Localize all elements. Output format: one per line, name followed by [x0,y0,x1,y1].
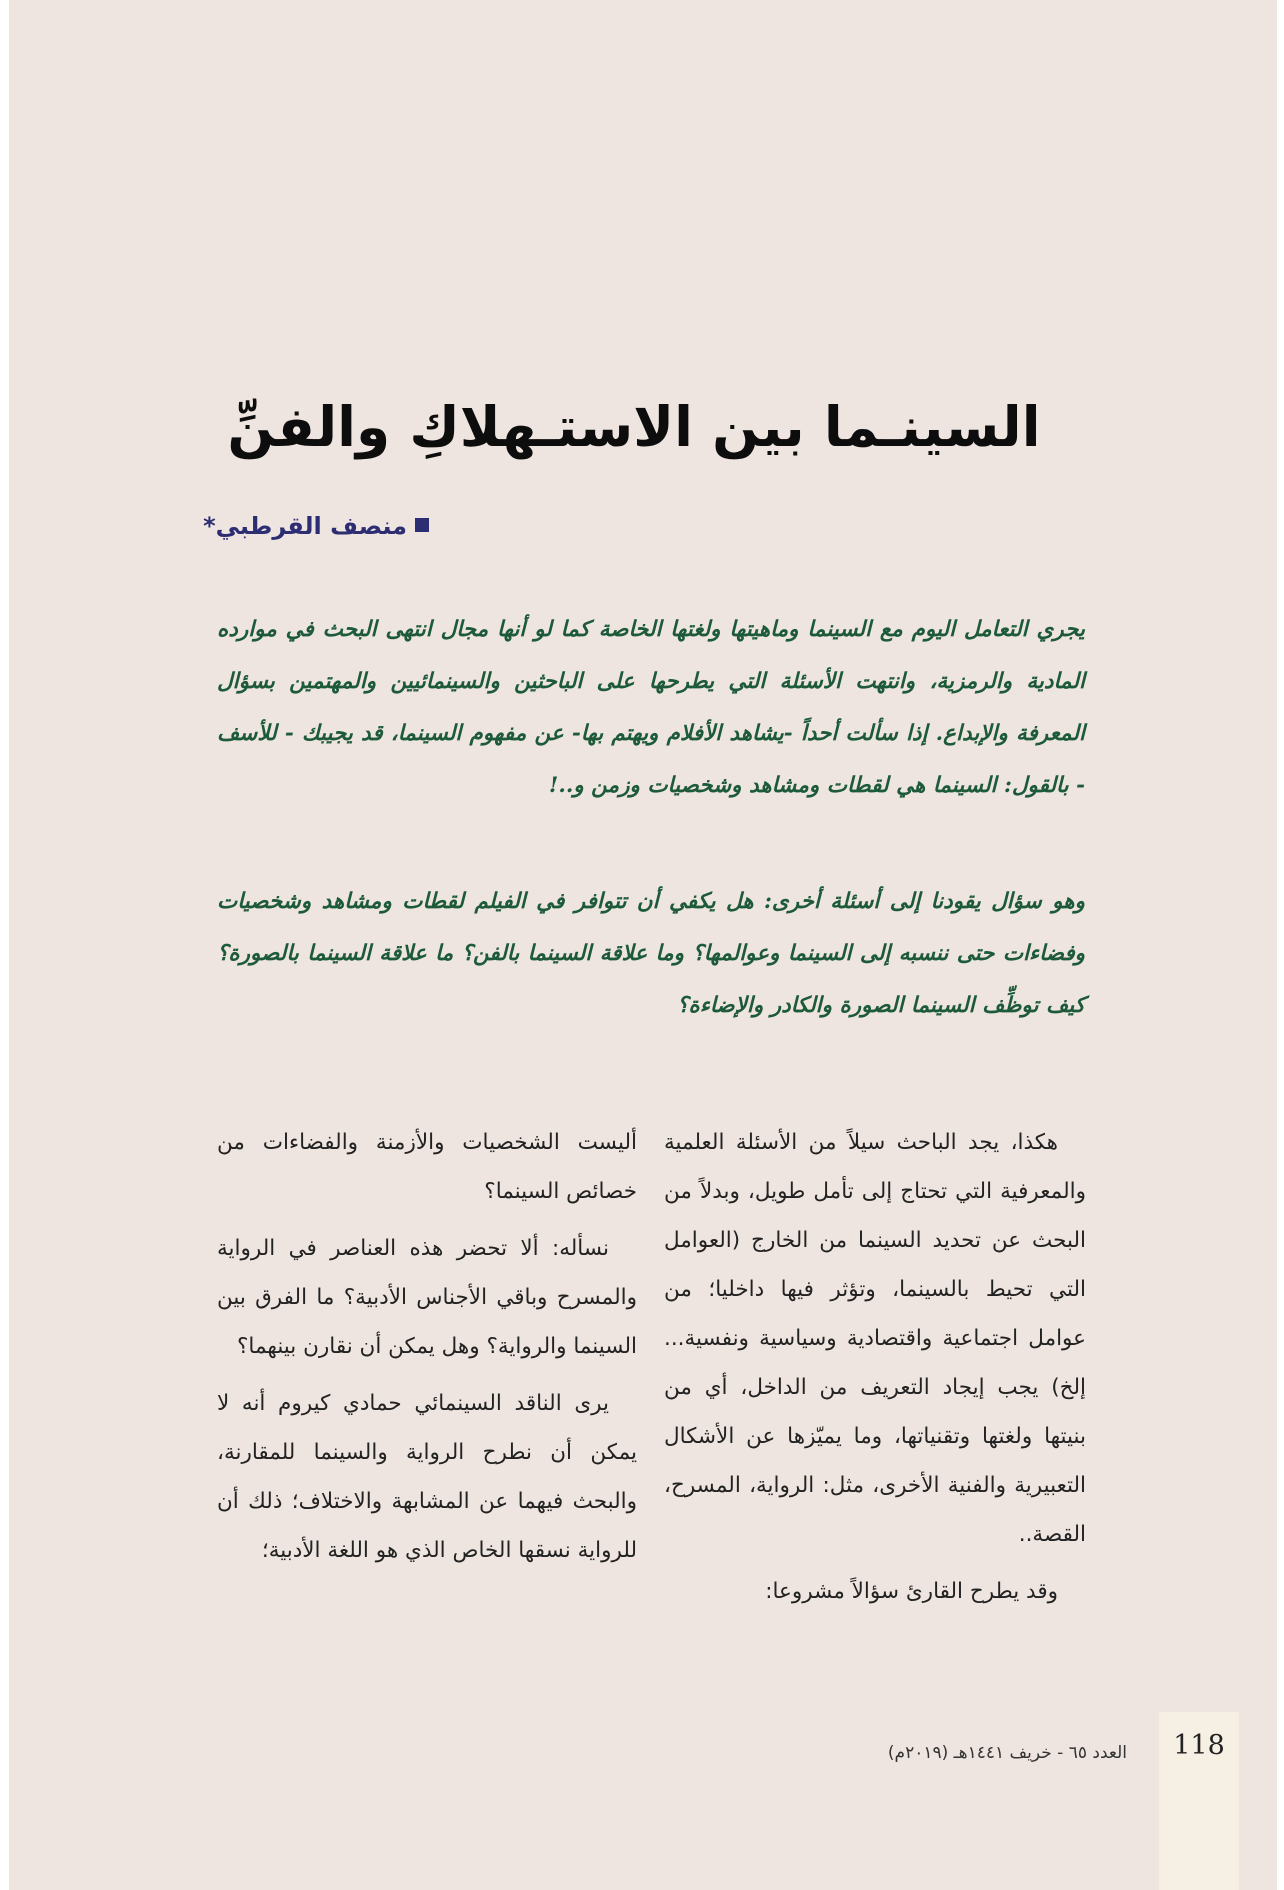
intro-paragraph-2: وهو سؤال يقودنا إلى أسئلة أخرى: هل يكفي أن تتوافر في الفيلم لقطات ومشاهد وشخصيات وفضاءات حتى ننسبه إلى السينما وعوالمها؟ وما علاقة السينما بالفن؟ ما علاقة السينما بالصورة؟ كيف توظِّف السينما الصورة والكادر والإضاءة؟ [217,889,1085,1018]
body-paragraph: يرى الناقد السينمائي حمادي كيروم أنه لا يمكن أن نطرح الرواية والسينما للمقارنة، والبحث فيهما عن المشابهة والاختلاف؛ ذلك أن للرواية نسقها الخاص الذي هو اللغة الأدبية؛ [217,1391,637,1563]
body-paragraph: هكذا، يجد الباحث سيلاً من الأسئلة العلمية والمعرفية التي تحتاج إلى تأمل طويل، وبدلاً من البحث عن تحديد السينما من الخارج (العوامل التي تحيط بالسينما، وتؤثر فيها داخليا؛ من عوامل اجتماعية واقتصادية وسياسية ونفسية... إلخ) يجب إيجاد التعريف من الداخل، أي من بنيتها ولغتها وتقنياتها، وما يميّزها عن الأشكال التعبيرية والفنية الأخرى، مثل: الرواية، المسرح، القصة.. [664,1130,1086,1547]
issue-info: العدد ٦٥ - خريف ١٤٤١هـ (٢٠١٩م) [887,1743,1127,1763]
intro-paragraph-1: يجري التعامل اليوم مع السينما وماهيتها ولغتها الخاصة كما لو أنها مجال انتهى البحث في موارده المادية والرمزية، وانتهت الأسئلة التي يطرحها على الباحثين والسينمائيين والمهتمين بسؤال المعرفة والإبداع. إذا سألت أحداً -يشاهد الأفلام ويهتم بها- عن مفهوم السينما، قد يجيبك - للأسف - بالقول: السينما هي لقطات ومشاهد وشخصيات وزمن و..! [217,617,1085,798]
body-column-left [217,1118,637,1583]
page [9,0,1277,1890]
body-column-right [664,1118,1086,1624]
body-paragraph: وقد يطرح القارئ سؤالاً مشروعا: [765,1579,1058,1604]
author-byline [203,506,429,546]
body-paragraph: نسأله: ألا تحضر هذه العناصر في الرواية والمسرح وباقي الأجناس الأدبية؟ ما الفرق بين السينما والرواية؟ وهل يمكن أن نقارن بينهما؟ [217,1236,637,1359]
page-number: 118 [1173,1730,1225,1761]
author-name: منصف القرطبي* [203,512,407,540]
byline-square-icon [415,518,429,532]
body-paragraph: أليست الشخصيات والأزمنة والفضاءات من خصائص السينما؟ [217,1130,637,1204]
article-title: السينـما بين الاستـهلاكِ والفنِّ [227,395,1041,459]
